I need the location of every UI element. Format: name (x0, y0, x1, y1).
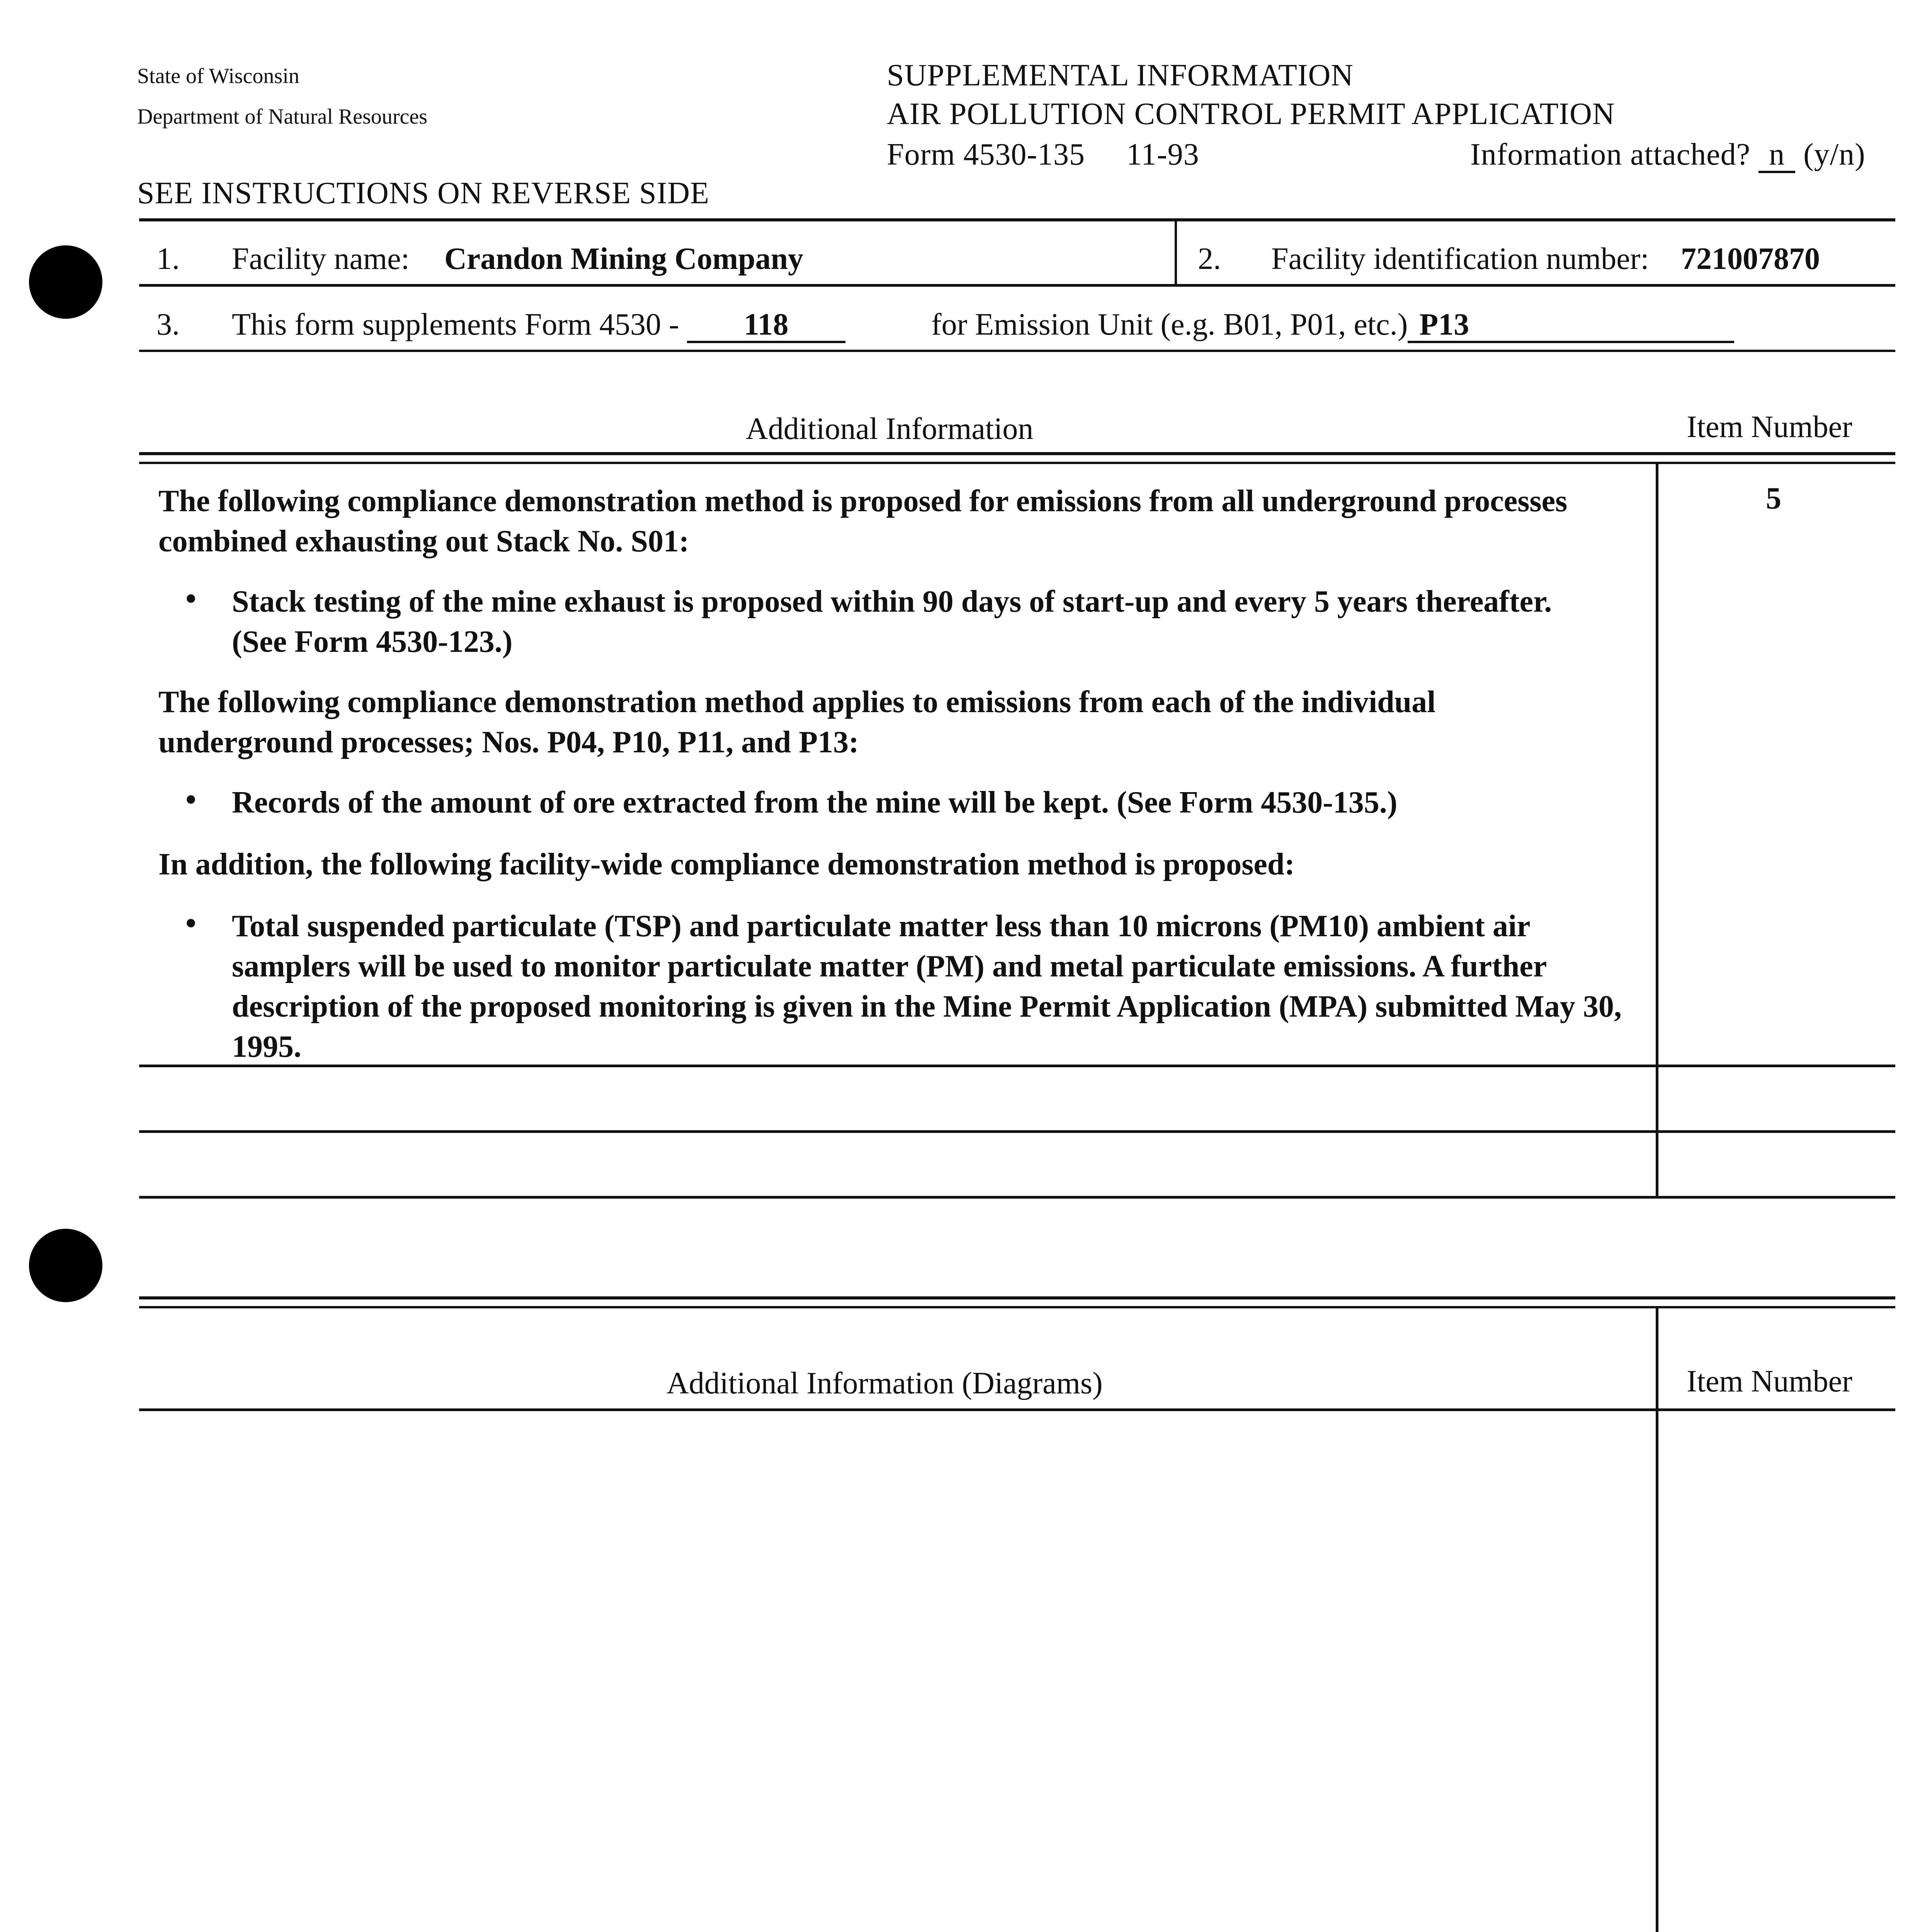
info-attached (1470, 137, 1866, 173)
rule-fields-bottom (139, 350, 1895, 352)
rule-fields-top (139, 218, 1895, 221)
diagrams-heading: Additional Information (Diagrams) (667, 1366, 1103, 1400)
field-1-number: 1. (156, 242, 180, 276)
facility-id-value: 721007870 (1681, 242, 1820, 276)
rule-info-row-1 (139, 1065, 1895, 1067)
field-3-emission-unit (931, 307, 1734, 343)
department-name: Department of Natural Resources (137, 105, 428, 129)
state-name: State of Wisconsin (137, 64, 299, 88)
item-number-value: 5 (1766, 481, 1781, 515)
facility-name-value: Crandon Mining Company (444, 242, 804, 276)
field-1-label: Facility name: (232, 242, 410, 276)
form-title-line1: SUPPLEMENTAL INFORMATION (887, 58, 1354, 92)
rule-fields-mid (139, 284, 1895, 287)
punch-hole-top (29, 245, 102, 319)
bullet-symbol-3: • (185, 906, 197, 940)
bullet-symbol-1: • (185, 582, 197, 616)
instructions-note: SEE INSTRUCTIONS ON REVERSE SIDE (137, 176, 709, 210)
rule-info-row-3 (139, 1196, 1895, 1199)
emission-unit-value: P13 (1408, 308, 1734, 343)
info-attached-suffix: (y/n) (1803, 138, 1866, 172)
paragraph-stack-testing-intro: The following compliance demonstration method is proposed for emissions from all underground processes combined exhausting out Stack No. S01: (158, 484, 1568, 558)
field-2-label: Facility identification number: (1271, 242, 1649, 276)
additional-info-item-heading: Item Number (1687, 410, 1852, 444)
field-2-number: 2. (1198, 242, 1221, 276)
paragraph-individual-processes: The following compliance demonstration method applies to emissions from each of the individual underground processes; Nos. P04, P10, P11, and P13: (158, 685, 1436, 759)
rule-info-top-1 (139, 452, 1895, 455)
rule-info-row-2 (139, 1130, 1895, 1133)
rule-diagrams-top-2 (139, 1306, 1895, 1308)
info-attached-value: n (1759, 138, 1795, 173)
bullet-ore-records: Records of the amount of ore extracted from the mine will be kept. (See Form 4530-135.) (232, 786, 1398, 820)
field-3 (156, 307, 845, 343)
field-3-label2: for Emission Unit (e.g. B01, P01, etc.) (931, 308, 1408, 342)
rule-diagrams-top-1 (139, 1296, 1895, 1299)
rule-info-top-2 (139, 462, 1895, 464)
form-number: Form 4530-135 (887, 138, 1085, 172)
rule-info-column (1656, 462, 1658, 1198)
punch-hole-middle (29, 1229, 102, 1302)
rule-diagrams-column (1656, 1306, 1658, 1932)
info-attached-label: Information attached? (1470, 138, 1751, 172)
supplemented-form-value: 118 (687, 308, 845, 343)
field-3-label: This form supplements Form 4530 - (232, 308, 679, 342)
diagrams-item-heading: Item Number (1687, 1364, 1852, 1398)
bullet-symbol-2: • (185, 783, 197, 817)
rule-fields-divider (1175, 218, 1177, 286)
bullet-stack-testing: Stack testing of the mine exhaust is proposed within 90 days of start-up and every 5 years thereafter. (See Form 4530-123.) (232, 585, 1552, 659)
paragraph-facility-wide: In addition, the following facility-wide compliance demonstration method is proposed: (158, 847, 1295, 881)
field-3-number: 3. (156, 308, 180, 342)
form-date: 11-93 (1126, 138, 1199, 172)
bullet-ambient-samplers: Total suspended particulate (TSP) and particulate matter less than 10 microns (PM10) ambient air samplers will be used to monitor particulate matter (PM) and metal particulate emissions. A further description of the proposed monitoring is given in the Mine Permit Application (MPA) submitted May 30, 1995. (232, 909, 1622, 1064)
form-title-line2: AIR POLLUTION CONTROL PERMIT APPLICATION (887, 97, 1615, 131)
rule-diagrams-header (139, 1408, 1895, 1411)
additional-info-heading: Additional Information (746, 412, 1034, 446)
